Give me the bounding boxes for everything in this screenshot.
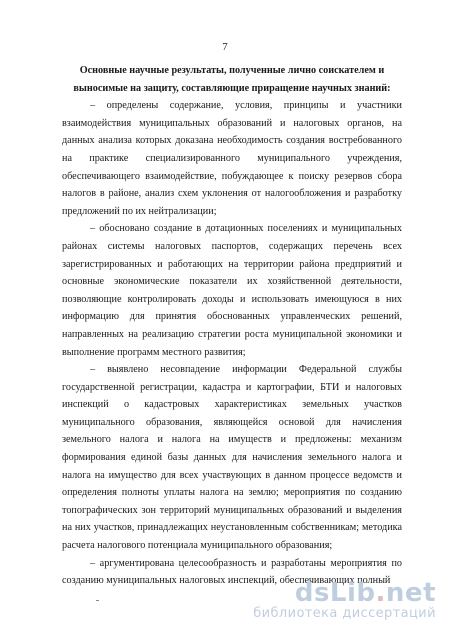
paragraph: – выявлено несовпадение информации Федеральной службы государственной регистрации, кадастра и картографии, БТИ и налоговых инспекций о кадастровых характеристиках земельных участков муниципального образования, являющейся основой для начисления земельного налога и налога на имуществ и предложены: механизм формирования единой базы данных для начисления земельного налога и налога на имущество для всех участвующих в данном процессе ведомств и определения полноты уплаты налога на землю; мероприятия по созданию топографических зон территорий муниципальных образований и выделения на них участков, принадлежащих неустановленным собственникам; методика расчета налогового потенциала муниципального образования; — [62, 364, 402, 552]
footer-mark — [96, 600, 99, 601]
paragraph: – аргументирована целесообразность и разработаны мероприятия по созданию муниципальных налоговых инспекций, обеспечивающих полный — [62, 557, 402, 587]
watermark-logo — [253, 580, 436, 606]
watermark-tagline: библиотека диссертаций — [253, 606, 436, 621]
page-number: 7 — [222, 42, 228, 53]
watermark-logo-tld: net — [385, 578, 436, 608]
section-heading: Основные научные результаты, полученные лично соискателем и выносимые на защиту, составляющие приращение научных знаний: — [73, 65, 391, 94]
watermark — [253, 580, 436, 622]
document-body — [62, 62, 402, 590]
paragraph: – обосновано создание в дотационных поселениях и муниципальных районах системы налоговых паспортов, содержащих перечень всех зарегистрированных и работающих на территории района предприятий и основные экономические показатели их хозяйственной деятельности, позволяющие контролировать доходы и использовать имеющуюся в них информацию для принятия обоснованных управленческих решений, направленных на реализацию стратегии роста муниципальной экономики и выполнение программ местного развития; — [62, 223, 402, 358]
watermark-logo-main: dsLib — [294, 578, 376, 608]
watermark-logo-dot: . — [375, 578, 386, 608]
paragraph: – определены содержание, условия, принципы и участники взаимодействия муниципальных образований и налоговых органов, на данных анализа которых доказана необходимость создания востребованного на практике специализированного муниципального учреждения, обеспечивающего взаимодействие, побуждающее к поиску резервов сбора налогов в районе, анализ схем уклонения от налогообложения и разработку предложений по их нейтрализации; — [62, 100, 402, 217]
